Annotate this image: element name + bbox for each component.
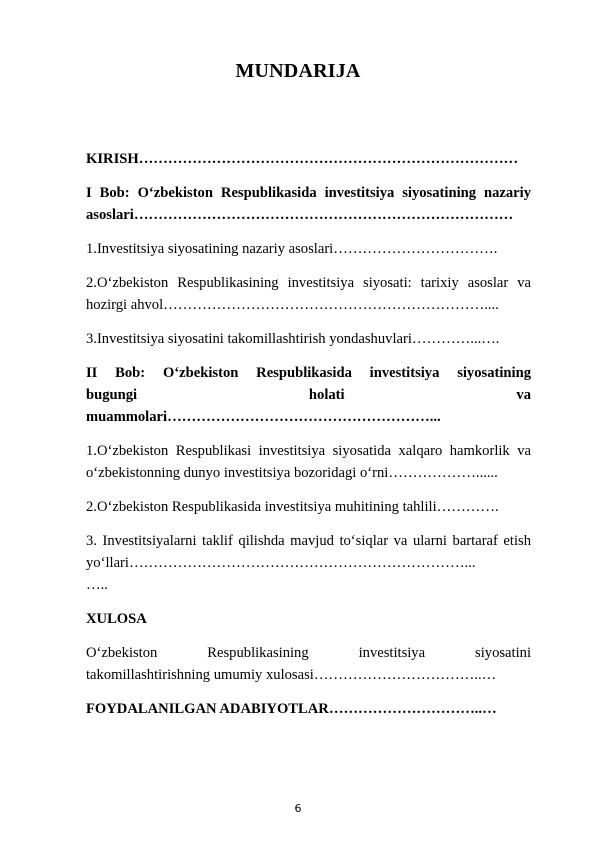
page-title: MUNDARIJA [235, 60, 361, 82]
page-number: 6 [294, 802, 302, 815]
toc-entry-xulosa-detail-line1: O‘zbekiston Respublikasining investitsiya siyosatini [86, 645, 531, 661]
toc-entry-1-3[interactable]: 3.Investitsiya siyosatini takomillashtirish yondashuvlari…………...…. [86, 331, 500, 347]
toc-entry-xulosa-detail[interactable] [86, 642, 531, 686]
toc-entry-kirish[interactable]: KIRISH…………………………………………………………………… [86, 151, 519, 167]
toc-entry-xulosa[interactable]: XULOSA [86, 611, 147, 627]
toc-entry-2-3-text: 3. Investitsiyalarni taklif qilishda mavjud to‘siqlar va ularni bartaraf etish yo‘llari……………………………………………………………... [86, 533, 531, 571]
toc-entry-2-3-continuation: ….. [86, 577, 108, 593]
toc-entry-2-3[interactable] [86, 530, 531, 596]
toc-entry-chapter-2-line1: II Bob: O‘zbekiston Respublikasida investitsiya siyosatining [86, 365, 531, 381]
toc-entry-1-1[interactable]: 1.Investitsiya siyosatining nazariy asoslari……………………………. [86, 241, 498, 257]
toc-entry-chapter-1[interactable]: I Bob: O‘zbekiston Respublikasida investitsiya siyosatining nazariy asoslari…………………………………………………………………… [86, 185, 531, 223]
toc-entry-2-1[interactable]: 1.O‘zbekiston Respublikasi investitsiya siyosatida xalqaro hamkorlik va o‘zbekistonning dunyo investitsiya bozoridagi o‘rni………………...... [86, 443, 531, 481]
toc-entry-xulosa-detail-line2: takomillashtirishning umumiy xulosasi……………………………..… [86, 667, 497, 683]
table-of-contents [86, 148, 531, 720]
toc-entry-chapter-2-line2: bugungi holati va [86, 387, 531, 403]
toc-entry-1-2[interactable]: 2.O‘zbekiston Respublikasining investitsiya siyosati: tarixiy asoslar va hozirgi ahvol………………………………………………………….... [86, 275, 531, 313]
toc-entry-2-2[interactable]: 2.O‘zbekiston Respublikasida investitsiya muhitining tahlili…………. [86, 499, 499, 515]
toc-entry-chapter-2-line3: muammolari………………………………………………... [86, 409, 441, 425]
toc-entry-chapter-2[interactable] [86, 362, 531, 428]
toc-entry-bibliography[interactable]: FOYDALANILGAN ADABIYOTLAR…………………………..… [86, 701, 497, 717]
